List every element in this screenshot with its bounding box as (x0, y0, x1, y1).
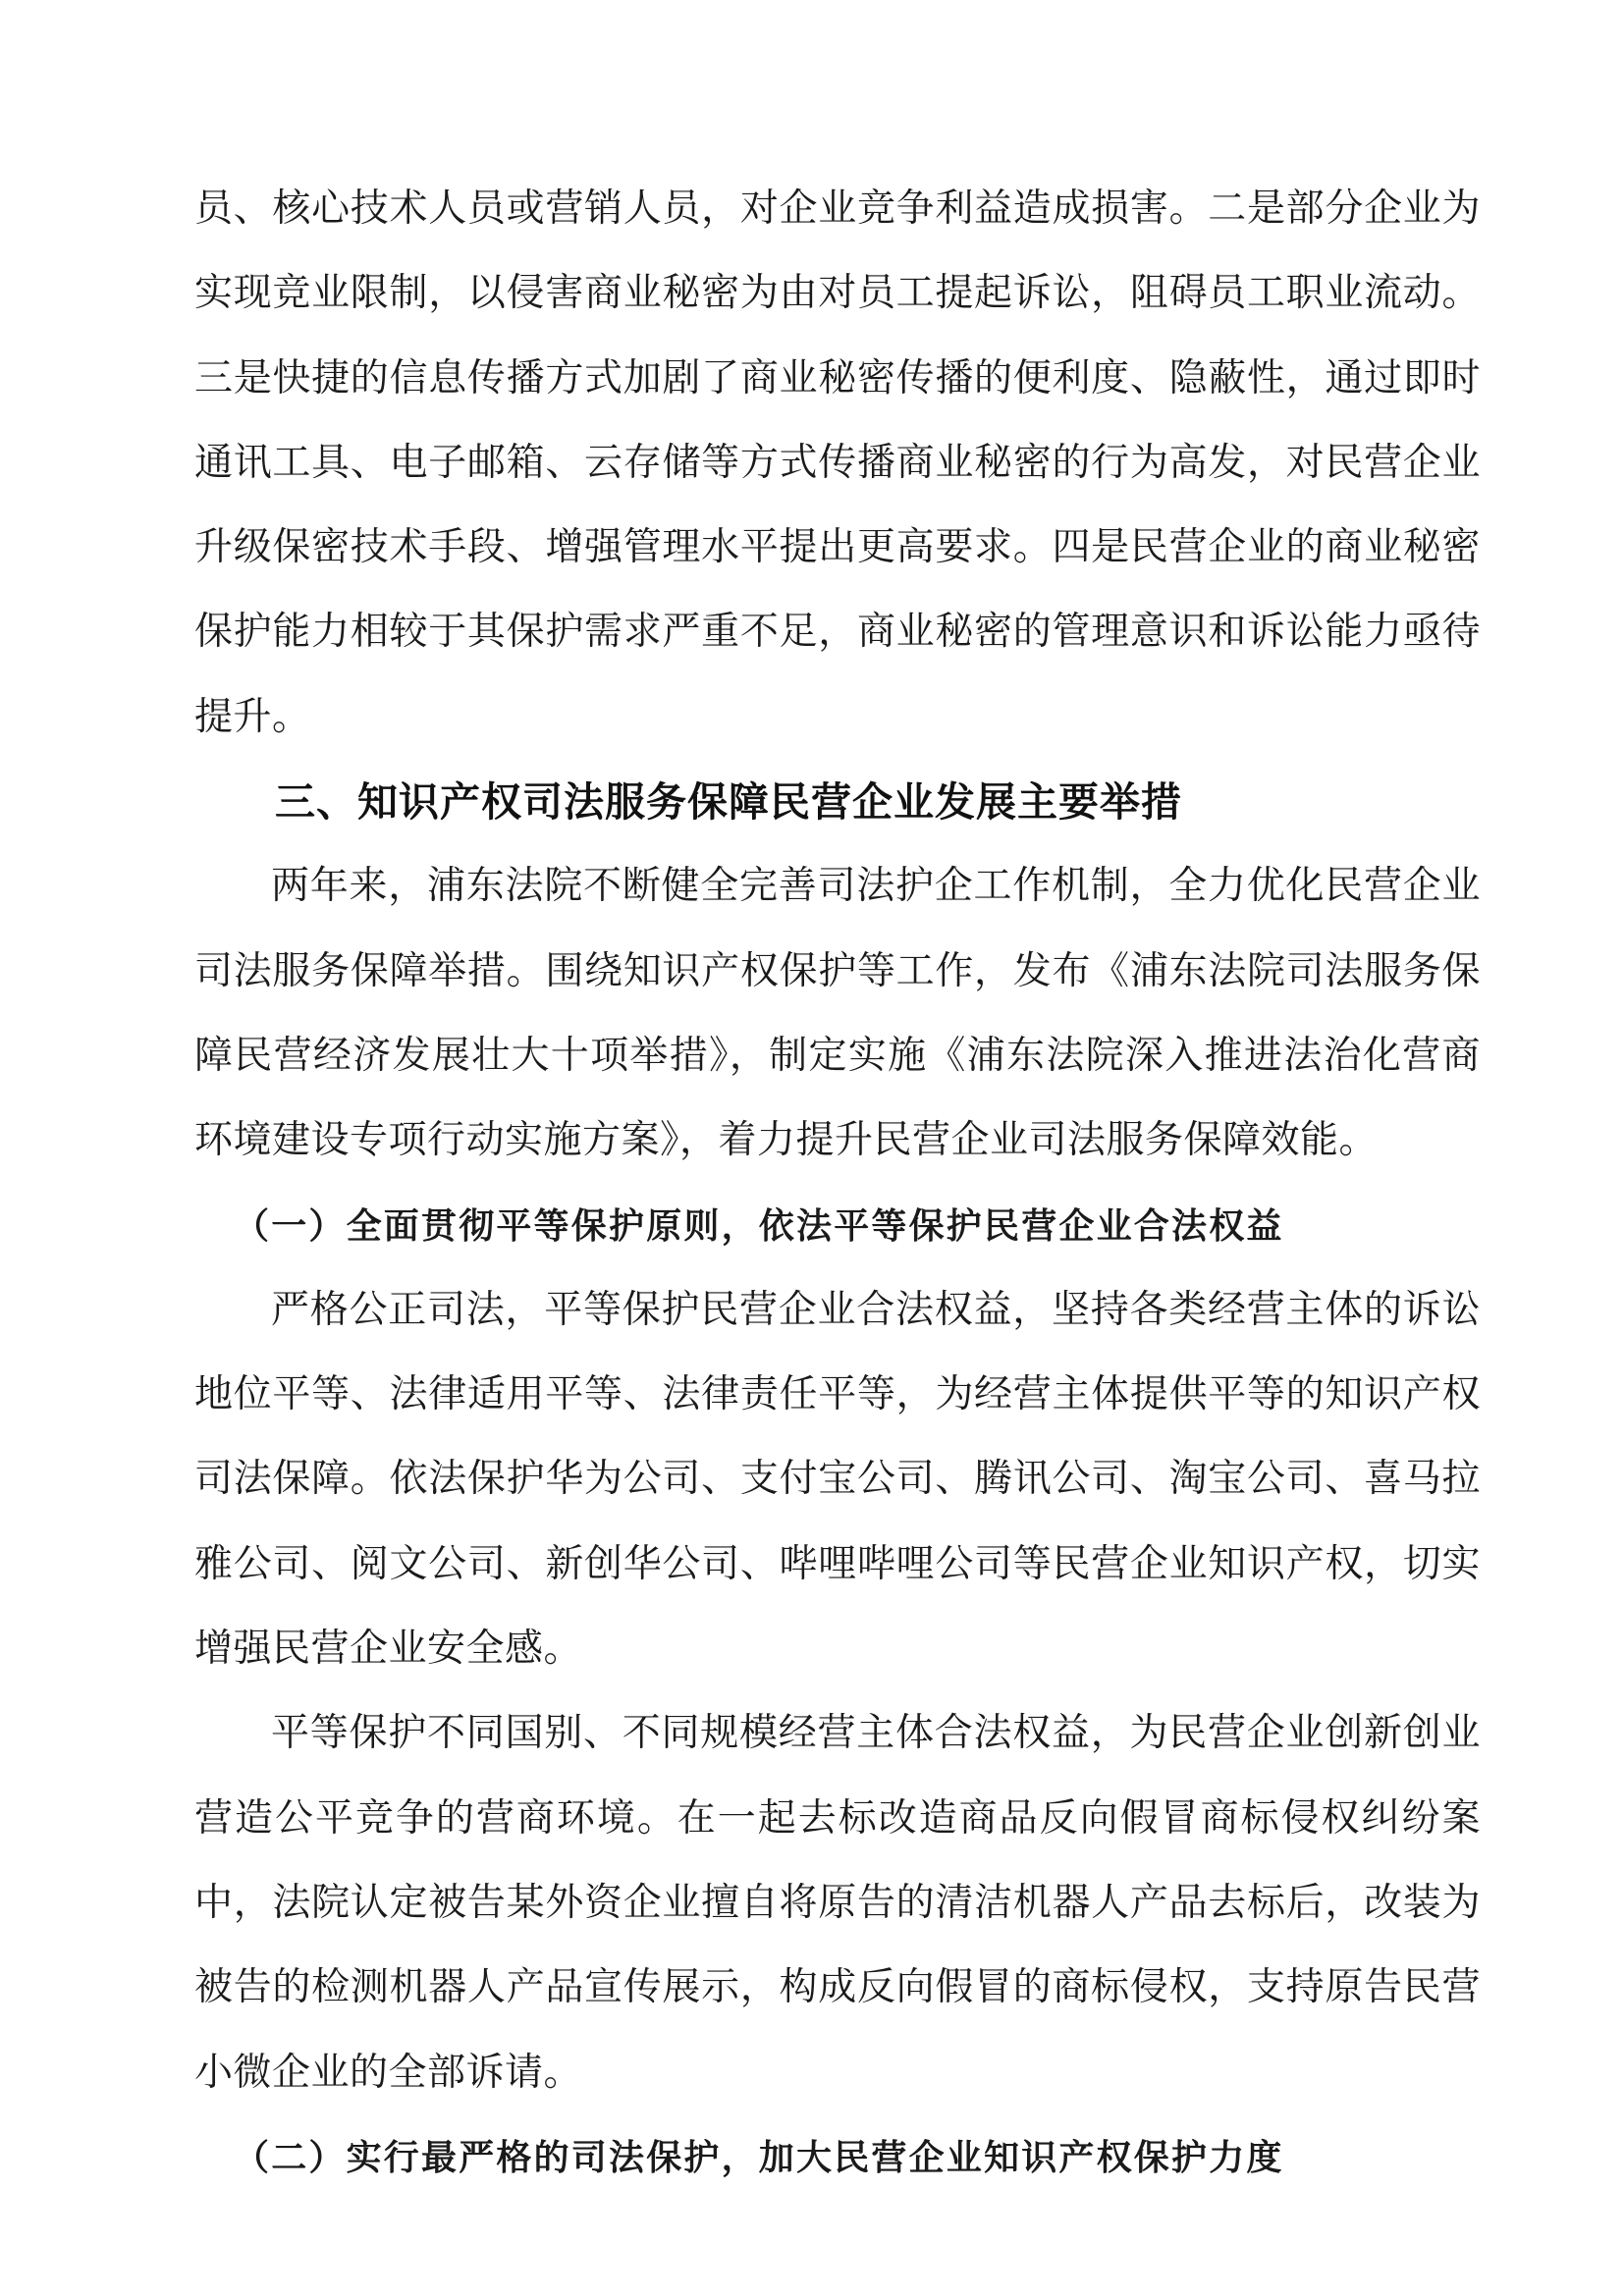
paragraph-continued: 员、核心技术人员或营销人员，对企业竞争利益造成损害。二是部分企业为实现竞业限制，以侵害商业秘密为由对员工提起诉讼，阻碍员工职业流动。三是快捷的信息传播方式加剧了商业秘密传播的便利度、隐蔽性，通过即时通讯工具、电子邮箱、云存储等方式传播商业秘密的行为高发，对民营企业升级保密技术手段、增强管理水平提出更高要求。四是民营企业的商业秘密保护能力相较于其保护需求严重不足，商业秘密的管理意识和诉讼能力亟待提升。 (194, 187, 1481, 739)
document-body (194, 167, 1481, 2200)
paragraph-case-example: 平等保护不同国别、不同规模经营主体合法权益，为民营企业创新创业营造公平竞争的营商环境。在一起去标改造商品反向假冒商标侵权纠纷案中，法院认定被告某外资企业擅自将原告的清洁机器人产品去标后，改装为被告的检测机器人产品宣传展示，构成反向假冒的商标侵权，支持原告民营小微企业的全部诉请。 (194, 1711, 1481, 2095)
paragraph-equal-protection: 严格公正司法，平等保护民营企业合法权益，坚持各类经营主体的诉讼地位平等、法律适用平等、法律责任平等，为经营主体提供平等的知识产权司法保障。依法保护华为公司、支付宝公司、腾讯公司、淘宝公司、喜马拉雅公司、阅文公司、新创华公司、哔哩哔哩公司等民营企业知识产权，切实增强民营企业安全感。 (194, 1287, 1481, 1672)
subsection-heading-2: （二）实行最严格的司法保护，加大民营企业知识产权保护力度 (234, 2136, 1284, 2178)
section-heading-3: 三、知识产权司法服务保障民营企业发展主要举措 (275, 778, 1182, 827)
paragraph-intro: 两年来，浦东法院不断健全完善司法护企工作机制，全力优化民营企业司法服务保障举措。围绕知识产权保护等工作，发布《浦东法院司法服务保障民营经济发展壮大十项举措》，制定实施《浦东法院深入推进法治化营商环境建设专项行动实施方案》，着力提升民营企业司法服务保障效能。 (194, 864, 1481, 1163)
subsection-heading-1: （一）全面贯彻平等保护原则，依法平等保护民营企业合法权益 (234, 1204, 1284, 1247)
